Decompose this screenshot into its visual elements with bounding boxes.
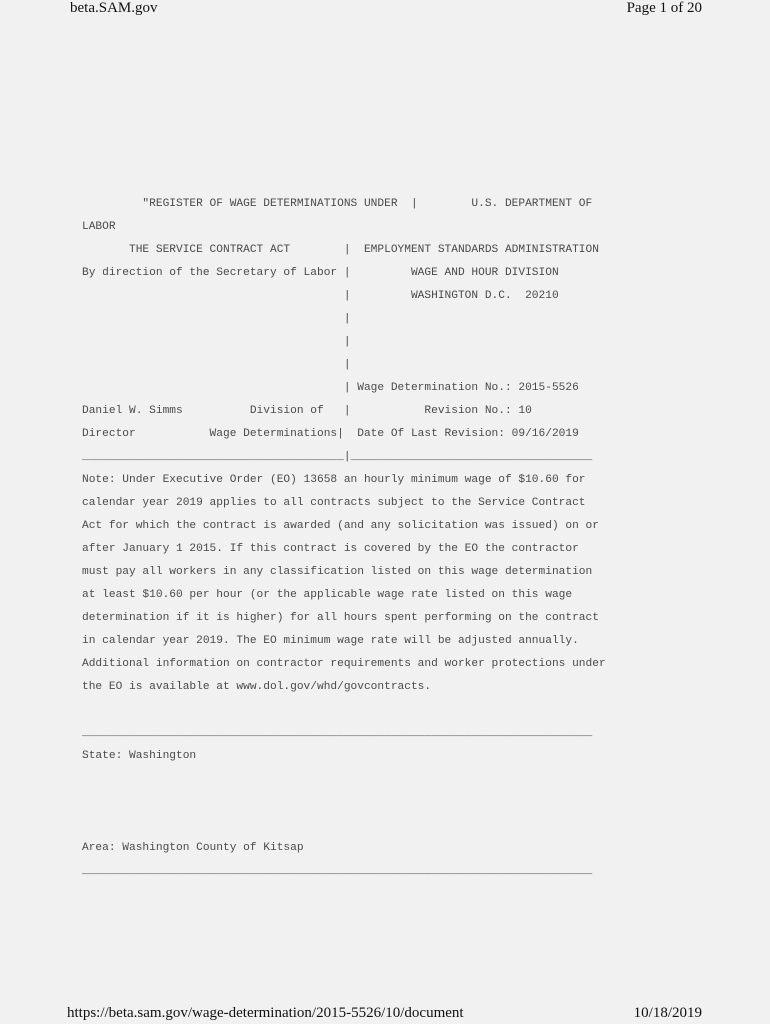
doc-line: | WASHINGTON D.C. 20210 xyxy=(82,290,559,302)
doc-line: Act for which the contract is awarded (and any solicitation was issued) on or xyxy=(82,520,599,532)
page-url: https://beta.sam.gov/wage-determination/2015-5526/10/document xyxy=(67,1005,464,1021)
doc-line: calendar year 2019 applies to all contracts subject to the Service Contract xyxy=(82,497,586,509)
doc-line: Director Wage Determinations| Date Of Last Revision: 09/16/2019 xyxy=(82,428,579,440)
doc-line: THE SERVICE CONTRACT ACT | EMPLOYMENT STANDARDS ADMINISTRATION xyxy=(82,244,599,256)
doc-line: | Wage Determination No.: 2015-5526 xyxy=(82,382,579,394)
area-line: Area: Washington County of Kitsap xyxy=(82,842,304,854)
doc-line: "REGISTER OF WAGE DETERMINATIONS UNDER | U.S. DEPARTMENT OF xyxy=(82,198,593,210)
site-name: beta.SAM.gov xyxy=(70,0,158,16)
doc-line: in calendar year 2019. The EO minimum wage rate will be adjusted annually. xyxy=(82,635,579,647)
doc-line: the EO is available at www.dol.gov/whd/govcontracts. xyxy=(82,681,432,693)
doc-line: Note: Under Executive Order (EO) 13658 an hourly minimum wage of $10.60 for xyxy=(82,474,586,486)
doc-line: LABOR xyxy=(82,221,116,233)
doc-line: | xyxy=(82,313,351,325)
doc-line: | xyxy=(82,359,351,371)
print-date: 10/18/2019 xyxy=(633,1005,702,1021)
doc-line: By direction of the Secretary of Labor | WAGE AND HOUR DIVISION xyxy=(82,267,559,279)
doc-line: Additional information on contractor requirements and worker protections under xyxy=(82,658,606,670)
doc-line: determination if it is higher) for all hours spent performing on the contract xyxy=(82,612,599,624)
divider-line: ____________________________________________________________________________ xyxy=(82,727,593,739)
doc-line: at least $10.60 per hour (or the applicable wage rate listed on this wage xyxy=(82,589,573,601)
divider-line: ____________________________________________________________________________ xyxy=(82,865,593,877)
doc-line: _______________________________________|____________________________________ xyxy=(82,451,593,463)
doc-line: after January 1 2015. If this contract is covered by the EO the contractor xyxy=(82,543,579,555)
doc-line: | xyxy=(82,336,351,348)
state-line: State: Washington xyxy=(82,750,197,762)
doc-line: Daniel W. Simms Division of | Revision No.: 10 xyxy=(82,405,532,417)
doc-line: must pay all workers in any classification listed on this wage determination xyxy=(82,566,593,578)
page-indicator: Page 1 of 20 xyxy=(626,0,702,16)
